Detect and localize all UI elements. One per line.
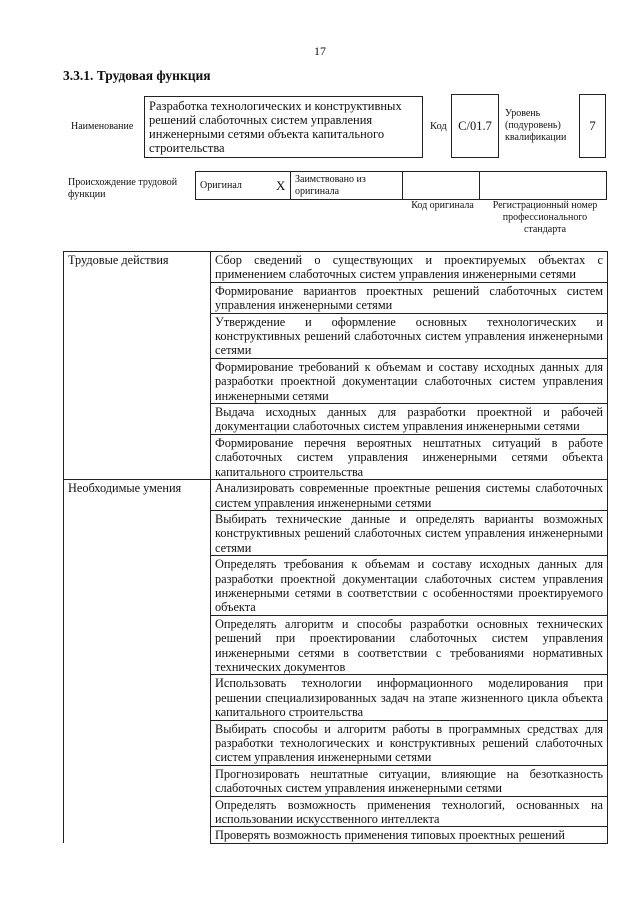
reg-number-label: Регистрационный номер профессионального стандарта bbox=[492, 200, 598, 235]
skill-item: Анализировать современные проектные решения системы слаботочных систем управления инженерными сетями bbox=[211, 480, 608, 511]
labor-action-item: Утверждение и оформление основных технологических и конструктивных решений слаботочных систем управления инженерными сетями bbox=[211, 313, 608, 358]
original-mark: X bbox=[272, 172, 291, 200]
skill-item: Выбирать способы и алгоритм работы в программных средствах для разработки технологических и конструктивных решений слаботочных систем управления инженерными сетями bbox=[211, 720, 608, 765]
skill-item: Прогнозировать нештатные ситуации, влияющие на безотказность слаботочных систем управления инженерными сетями bbox=[211, 765, 608, 796]
name-label: Наименование bbox=[71, 121, 134, 132]
reg-number-cell bbox=[480, 172, 607, 200]
labor-action-item: Сбор сведений о существующих и проектируемых объектах с применением слаботочных систем управления инженерными сетями bbox=[211, 252, 608, 283]
skill-item: Определять возможность применения технологий, основанных на использовании искусственного интеллекта bbox=[211, 796, 608, 827]
required-skills-category: Необходимые умения bbox=[64, 480, 211, 844]
labor-action-item: Формирование требований к объемам и составу исходных данных для разработки проектной документации слаботочных систем управления инженерными сетями bbox=[211, 358, 608, 403]
code-original-label: Код оригинала bbox=[411, 200, 474, 211]
function-details-table bbox=[63, 251, 608, 844]
code-label: Код bbox=[430, 121, 447, 132]
skill-item: Определять алгоритм и способы разработки основных технических решений при проектировании слаботочных систем управления инженерными сетями в соответствии с требованиями нормативных технических документов bbox=[211, 615, 608, 675]
skill-item: Использовать технологии информационного моделирования при решении специализированных задач на этапе жизненного цикла объекта капитального строительства bbox=[211, 675, 608, 720]
skill-item: Выбирать технические данные и определять варианты возможных конструктивных решений слаботочных систем управления инженерными сетями bbox=[211, 510, 608, 555]
code-value: С/01.7 bbox=[451, 94, 499, 158]
table-row bbox=[64, 480, 608, 511]
qualification-level-value: 7 bbox=[579, 94, 606, 158]
original-label: Оригинал bbox=[196, 172, 272, 200]
origin-table bbox=[195, 171, 607, 200]
labor-action-item: Формирование перечня вероятных нештатных ситуаций в работе слаботочных систем управления инженерными сетями объекта капитального строительства bbox=[211, 434, 608, 479]
qualification-level-label: Уровень (подуровень) квалификации bbox=[505, 108, 567, 143]
borrowed-label: Заимствовано из оригинала bbox=[291, 172, 403, 200]
table-row bbox=[64, 252, 608, 283]
section-title: 3.3.1. Трудовая функция bbox=[63, 68, 211, 83]
function-name: Разработка технологических и конструктивных решений слаботочных систем управления инженерными сетями объекта капитального строительства bbox=[144, 96, 423, 158]
page-number: 17 bbox=[314, 44, 326, 58]
skill-item: Проверять возможность применения типовых проектных решений bbox=[211, 827, 608, 843]
labor-action-item: Выдача исходных данных для разработки проектной и рабочей документации слаботочных систем управления инженерными сетями bbox=[211, 404, 608, 435]
origin-label: Происхождение трудовой функции bbox=[68, 177, 178, 200]
skill-item: Определять требования к объемам и составу исходных данных для разработки проектной документации слаботочных систем управления инженерными сетями в соответствии с особенностями проектируемого объекта bbox=[211, 556, 608, 616]
labor-action-item: Формирование вариантов проектных решений слаботочных систем управления инженерными сетями bbox=[211, 282, 608, 313]
labor-actions-category: Трудовые действия bbox=[64, 252, 211, 480]
code-original-cell bbox=[403, 172, 480, 200]
